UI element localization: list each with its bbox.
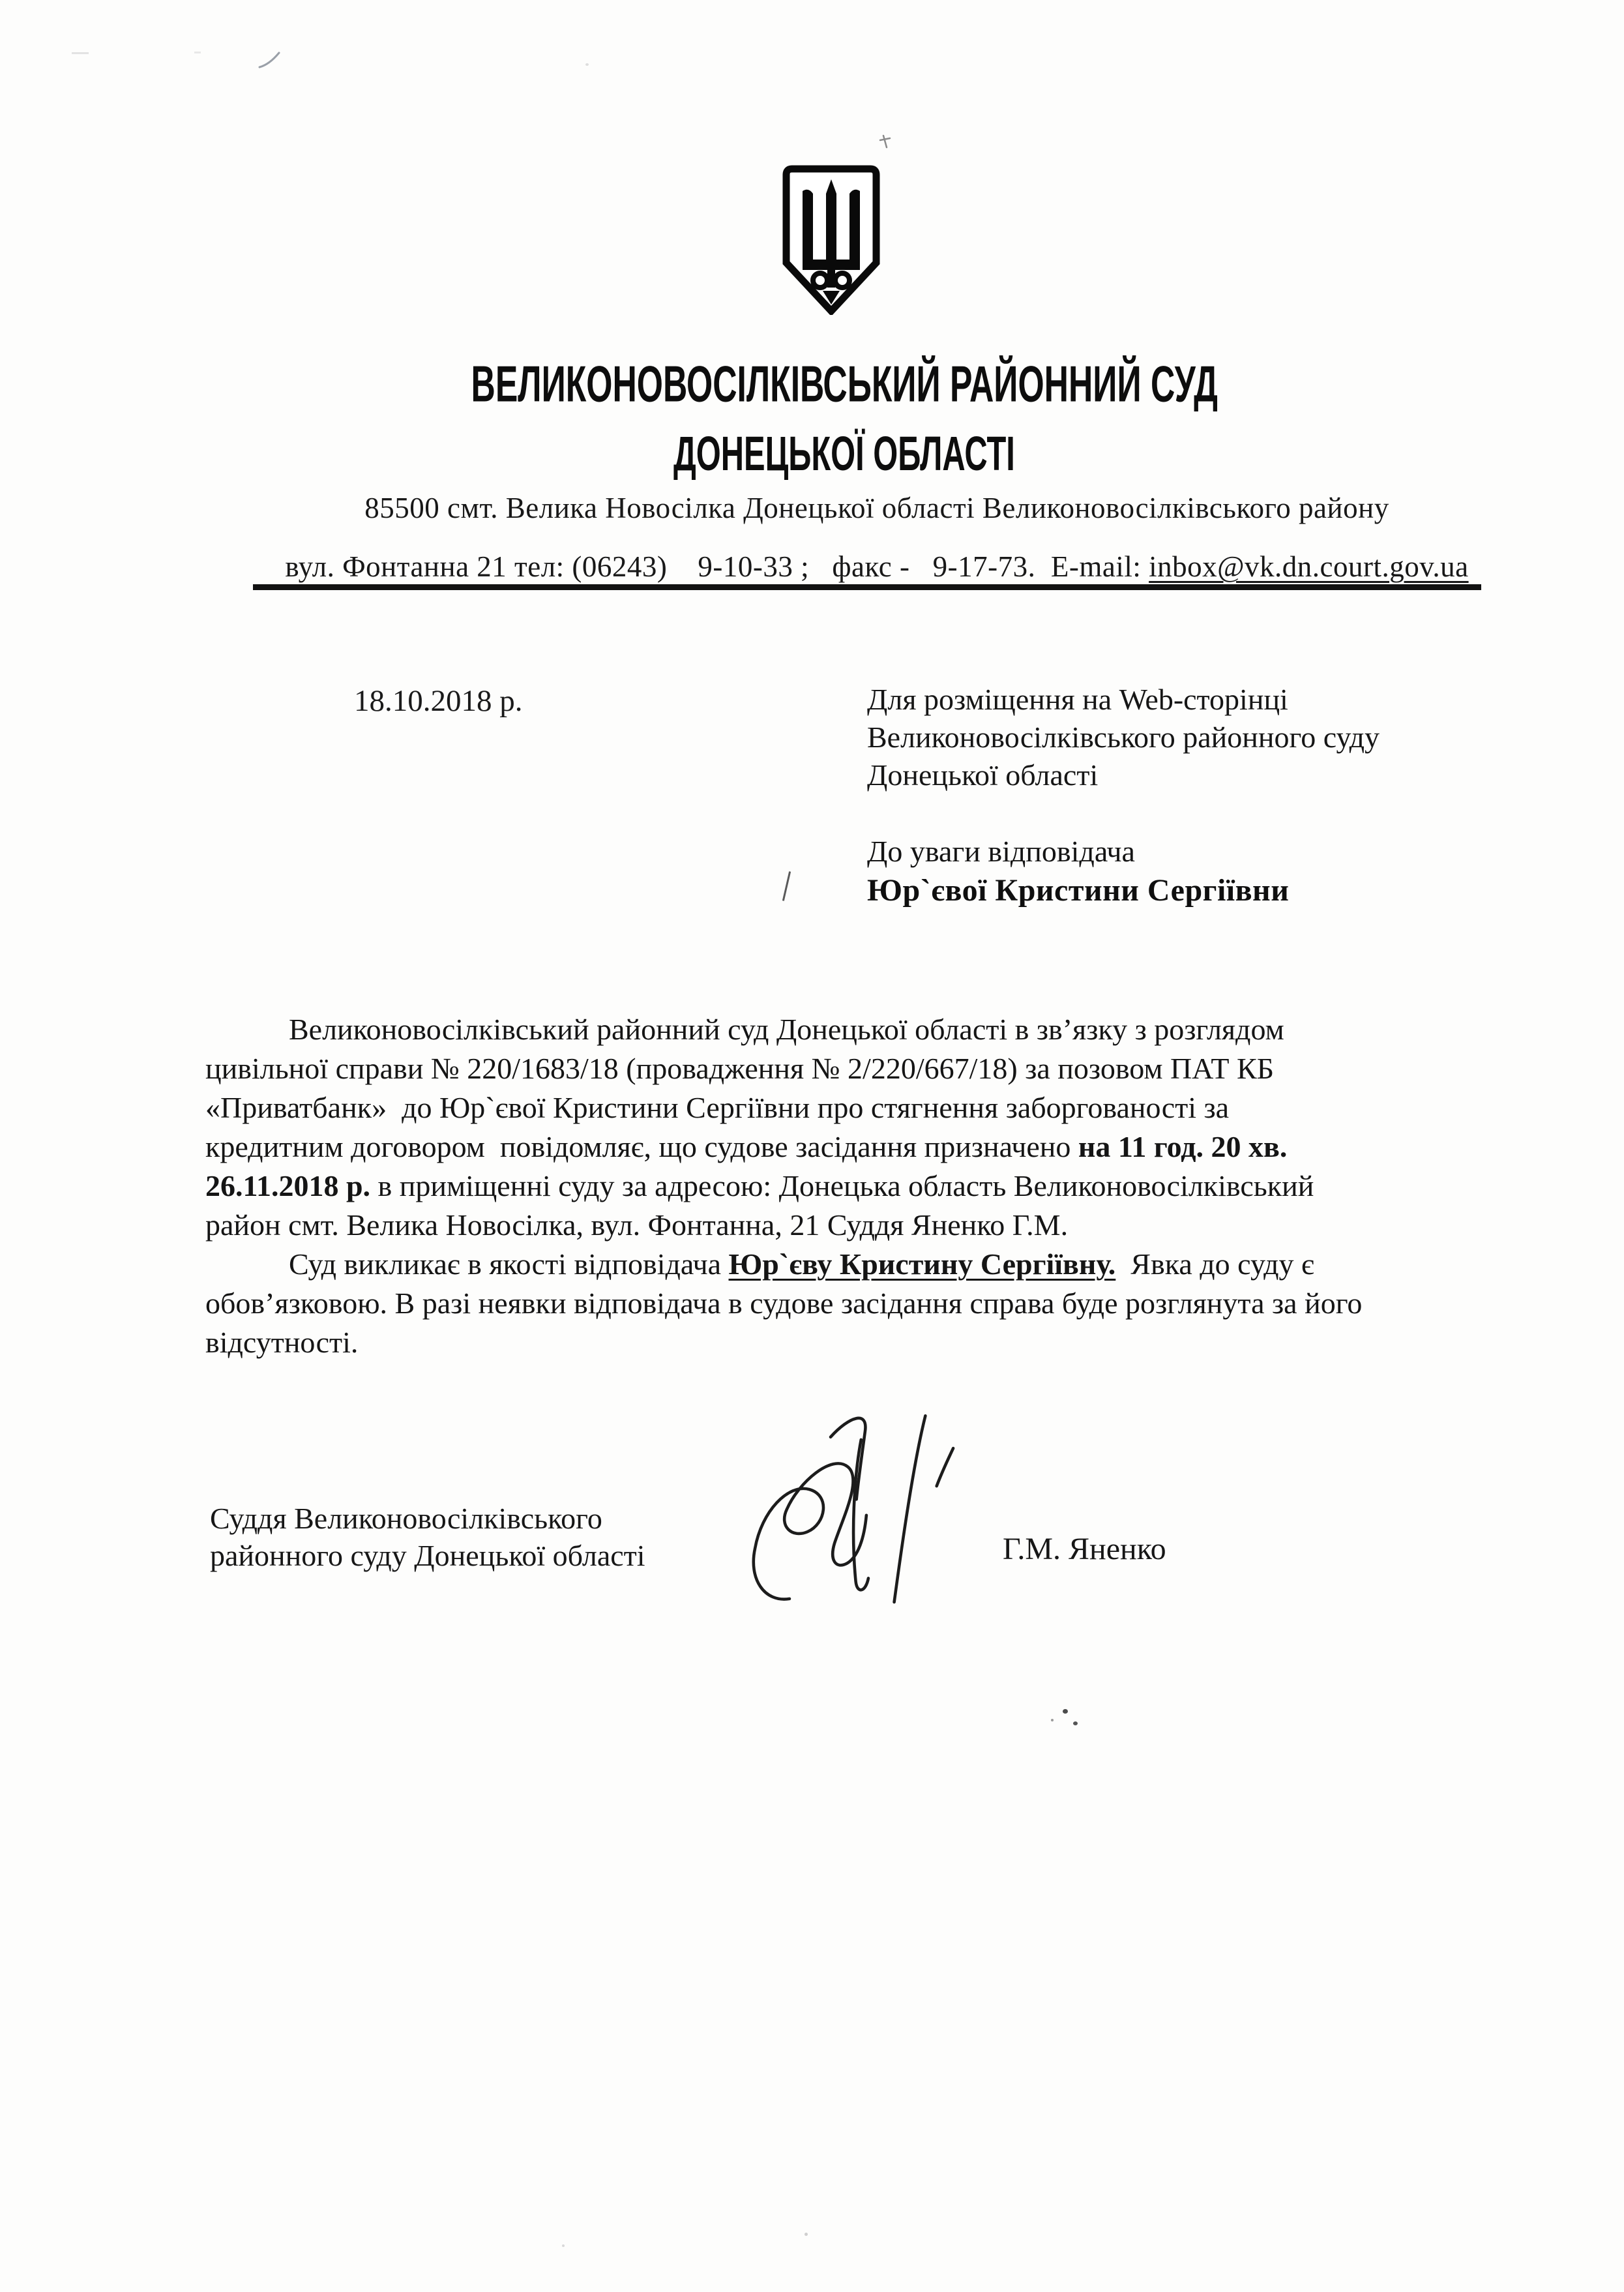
text-line (205, 1088, 1362, 1127)
notice-body-text (205, 1010, 1362, 1362)
text-line (205, 1049, 1362, 1088)
text-line: Великоновосілківського районного суду (867, 721, 1380, 754)
defendant-name: Юр`євої Кристини Сергіївни (867, 873, 1290, 908)
attention-label: До уваги відповідача (867, 835, 1135, 868)
court-contact-line (196, 550, 1558, 584)
court-phone-fax: вул. Фонтанна 21 тел: (06243) 9-10-33 ; факс - 9-17-73. E-mail: (285, 550, 1149, 583)
text-line (205, 1284, 1362, 1323)
judge-title-label (210, 1500, 645, 1574)
text-segment: кредитним договором повідомляє, що судове засідання призначено (205, 1130, 1078, 1163)
scan-artifact-speck (1063, 1709, 1068, 1714)
text-segment: «Приватбанк» до Юр`євої Кристини Сергіївни про стягнення заборгованості за (205, 1091, 1230, 1124)
text-line (205, 1245, 1362, 1284)
text-line (205, 1206, 1362, 1245)
text-line (205, 1323, 1362, 1362)
text-line (205, 1127, 1362, 1167)
emphasized-text: на 11 год. 20 хв. (1078, 1130, 1288, 1163)
scan-artifact-speck (805, 2233, 808, 2236)
court-name-line1 (163, 356, 1526, 413)
scan-artifact-speck (1051, 1719, 1054, 1721)
scan-artifact-speck (1073, 1721, 1078, 1725)
scan-artifact-speck (562, 2244, 565, 2247)
text-line: Для розміщення на Web-сторінці (867, 683, 1288, 716)
text-segment: район смт. Велика Новосілка, вул. Фонтанна, 21 Суддя Яненко Г.М. (205, 1208, 1069, 1242)
scan-artifact-dash (194, 52, 201, 53)
scan-artifact-slash (782, 871, 791, 900)
text-segment: Явка до суду є (1115, 1247, 1314, 1281)
attention-block (867, 833, 1289, 909)
web-publication-note (867, 681, 1380, 794)
court-name-line2 (163, 428, 1526, 479)
text-segment: обов’язковою. В разі неявки відповідача в судове засідання справа буде розглянута за його (205, 1287, 1363, 1320)
judge-title-line2: районного суду Донецької області (210, 1539, 645, 1572)
emphasized-text: 26.11.2018 р. (205, 1169, 371, 1202)
text-line (205, 1010, 1362, 1049)
text-segment: цивільної справи № 220/1683/18 (провадження № 2/220/667/18) за позовом ПАТ КБ (205, 1052, 1275, 1085)
header-divider-rule (253, 584, 1481, 590)
judge-name: Г.М. Яненко (1003, 1532, 1166, 1566)
text-segment: відсутності. (205, 1326, 359, 1359)
text-segment: Великоновосілківський районний суд Донецької області в зв’язку з розглядом (289, 1013, 1284, 1046)
court-name-line1-text: ВЕЛИКОНОВОСІЛКІВСЬКИЙ РАЙОННИЙ СУД (471, 356, 1218, 413)
scan-artifact-slash (258, 51, 280, 69)
judge-title-line1: Суддя Великоновосілківського (210, 1502, 602, 1535)
emphasized-text: Юр`єву Кристину Сергіївну. (728, 1247, 1116, 1281)
court-email: inbox@vk.dn.court.gov.ua (1149, 550, 1469, 583)
scan-artifact-dash (72, 52, 89, 54)
text-segment: в приміщенні суду за адресою: Донецька область Великоновосілківський (370, 1169, 1314, 1202)
handwritten-signature-icon (737, 1405, 1004, 1604)
document-date: 18.10.2018 р. (354, 684, 523, 718)
text-line (205, 1167, 1362, 1206)
scan-artifact-mark (879, 134, 893, 150)
ukraine-trident-emblem-icon (782, 165, 880, 315)
text-line: Донецької області (867, 758, 1099, 792)
text-segment: Суд викликає в якості відповідача (289, 1247, 729, 1281)
scan-artifact-speck (585, 63, 589, 66)
court-address: 85500 смт. Велика Новосілка Донецької області Великоновосілківського району (364, 492, 1389, 524)
court-name-line2-text: ДОНЕЦЬКОЇ ОБЛАСТІ (673, 426, 1015, 481)
